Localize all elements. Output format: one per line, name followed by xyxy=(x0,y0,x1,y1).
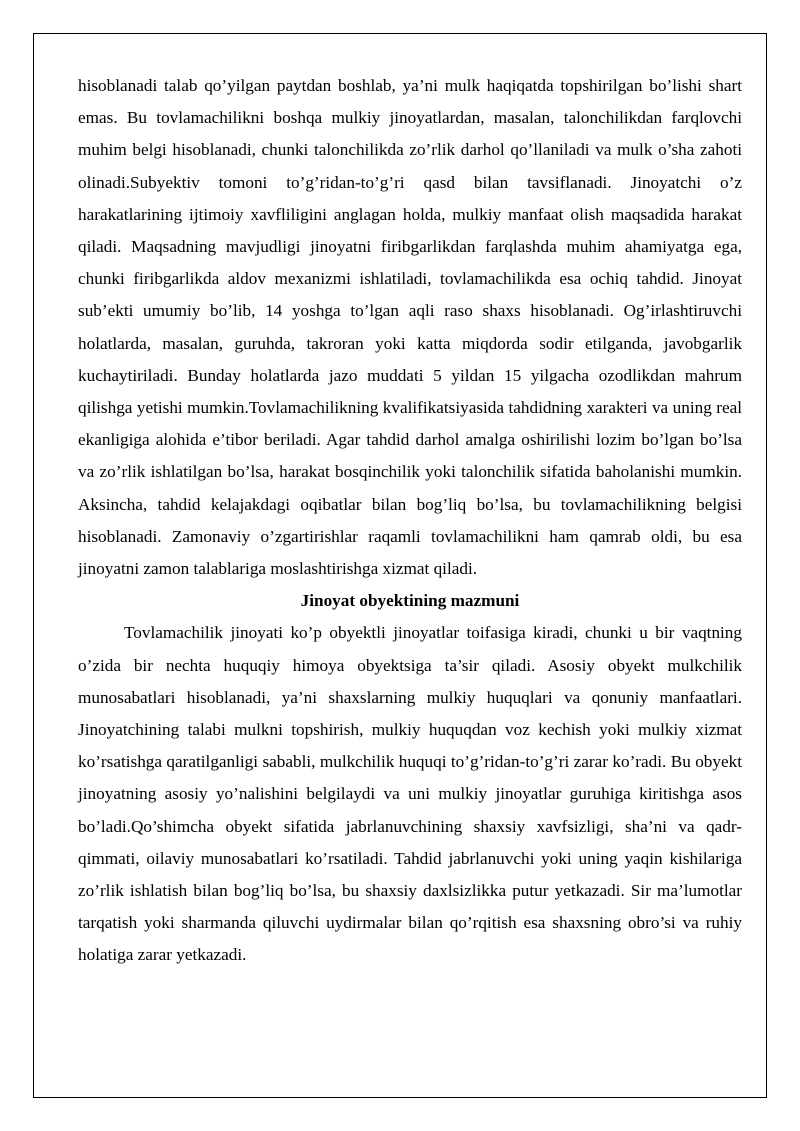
document-body xyxy=(78,70,742,972)
section-heading: Jinoyat obyektining mazmuni xyxy=(300,591,520,611)
paragraph-1: hisoblanadi talab qo’yilgan paytdan boshlab, ya’ni mulk haqiqatda topshirilgan bo’lishi shart emas. Bu tovlamachilikni boshqa mulkiy jinoyatlardan, masalan, talonchilikdan farqlovchi muhim belgi hisoblanadi, chunki talonchilikda zo’rlik darhol qo’llaniladi va mulk o’sha zahoti olinadi.Subyektiv tomoni to’g’ridan-to’g’ri qasd bilan tavsiflanadi. Jinoyatchi o’z harakatlarining ijtimoiy xavfliligini anglagan holda, mulkiy manfaat olish maqsadida harakat qiladi. Maqsadning mavjudligi jinoyatni firibgarlikdan farqlashda muhim ahamiyatga ega, chunki firibgarlikda aldov mexanizmi ishlatiladi, tovlamachilikda esa ochiq tahdid. Jinoyat sub’ekti umumiy bo’lib, 14 yoshga to’lgan aqli raso shaxs hisoblanadi. Og’irlashtiruvchi holatlarda, masalan, guruhda, takroran yoki katta miqdorda sodir etilganda, javobgarlik kuchaytiriladi. Bunday holatlarda jazo muddati 5 yildan 15 yilgacha ozodlikdan mahrum qilishga yetishi mumkin.Tovlamachilikning kvalifikatsiyasida tahdidning xarakteri va uning real ekanligiga alohida e’tibor beriladi. Agar tahdid darhol amalga oshirilishi lozim bo’lgan bo’lsa va zo’rlik ishlatilgan bo’lsa, harakat bosqinchilik yoki talonchilik sifatida baholanishi mumkin. Aksincha, tahdid kelajakdagi oqibatlar bilan bog’liq bo’lsa, bu tovlamachilikning belgisi hisoblanadi. Zamonaviy o’zgartirishlar raqamli tovlamachilikni ham qamrab oldi, bu esa jinoyatni zamon talablariga moslashtirishga xizmat qiladi. xyxy=(78,76,742,579)
paragraph-2: Tovlamachilik jinoyati ko’p obyektli jinoyatlar toifasiga kiradi, chunki u bir vaqtning o’zida bir nechta huquqiy himoya obyektsiga ta’sir qiladi. Asosiy obyekt mulkchilik munosabatlari hisoblanadi, ya’ni shaxslarning mulkiy huquqlari va qonuniy manfaatlari. Jinoyatchining talabi mulkni topshirish, mulkiy huquqdan voz kechish yoki mulkiy xizmat ko’rsatishga qaratilganligi sababli, mulkchilik huquqi to’g’ridan-to’g’ri zarar ko’radi. Bu obyekt jinoyatning asosiy yo’nalishini belgilaydi va uni mulkiy jinoyatlar guruhiga kiritishga asos bo’ladi.Qo’shimcha obyekt sifatida jabrlanuvchining shaxsiy xavfsizligi, sha’ni va qadr-qimmati, oilaviy munosabatlari ko’rsatiladi. Tahdid jabrlanuvchi yoki uning yaqin kishilariga zo’rlik ishlatish bilan bog’liq bo’lsa, bu shaxsiy daxlsizlikka putur yetkazadi. Sir ma’lumotlar tarqatish yoki sharmanda qiluvchi uydirmalar bilan qo’rqitish esa shaxsning obro’si va ruhiy holatiga zarar yetkazadi. xyxy=(78,623,742,965)
